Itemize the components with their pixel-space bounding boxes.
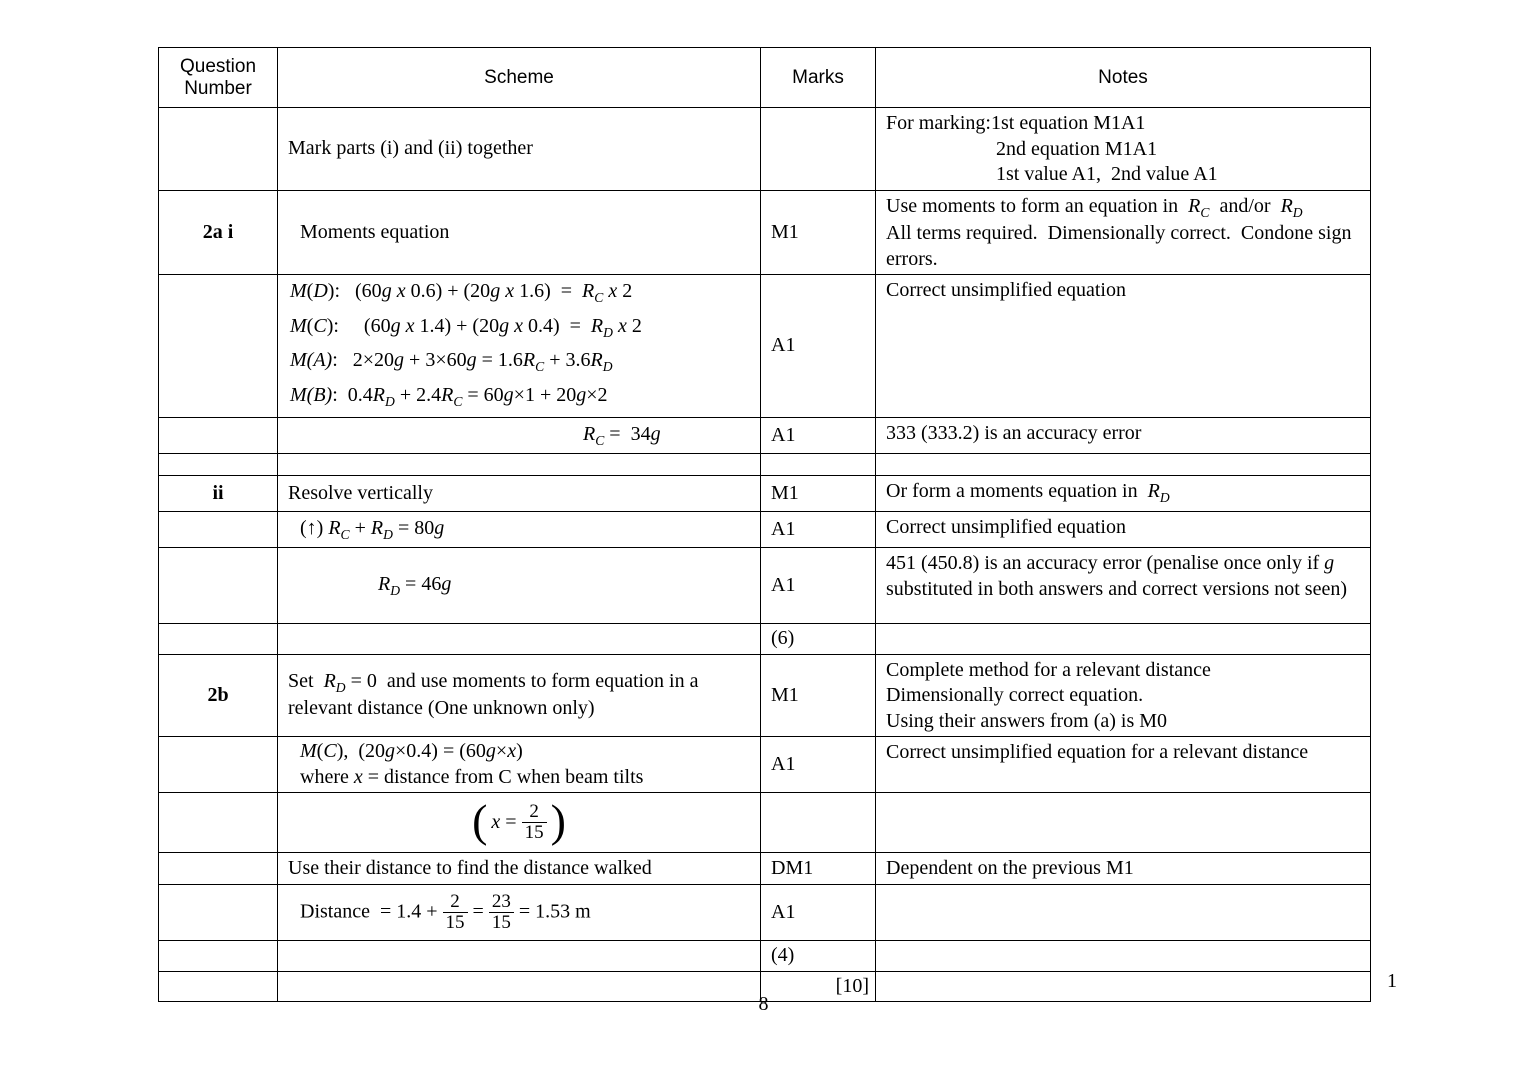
marks-cell: A1 <box>761 275 876 418</box>
question-number-cell <box>159 453 278 475</box>
table-row <box>159 475 1371 511</box>
column-header-marks: Marks <box>761 48 876 108</box>
notes-cell: Correct unsimplified equation <box>876 511 1371 547</box>
question-number-cell <box>159 623 278 654</box>
scheme-cell: $R_C = 34g$ <box>278 417 761 453</box>
table-row <box>159 190 1371 275</box>
scheme-cell: $R_D = 46g$ <box>278 547 761 623</box>
marks-cell: A1 <box>761 547 876 623</box>
notes-cell <box>876 793 1371 853</box>
scheme-cell <box>278 941 761 972</box>
table-row <box>159 853 1371 885</box>
question-number-cell <box>159 417 278 453</box>
table-row <box>159 108 1371 191</box>
question-number-cell <box>159 511 278 547</box>
question-number-cell <box>159 275 278 418</box>
notes-cell: 333 (333.2) is an accuracy error <box>876 417 1371 453</box>
scheme-cell: Distance = 1.4 + $\frac{2}{15}$ = $\frac{23}{15}$ = 1.53 m <box>278 885 761 941</box>
scheme-cell: Moments equation <box>278 190 761 275</box>
table-row <box>159 275 1371 418</box>
scheme-cell <box>278 453 761 475</box>
notes-cell: 451 (450.8) is an accuracy error (penalise once only if g substituted in both answers and correct versions not seen) <box>876 547 1371 623</box>
question-number-cell <box>159 885 278 941</box>
notes-cell <box>876 453 1371 475</box>
scheme-cell: Use their distance to find the distance walked <box>278 853 761 885</box>
marks-cell: A1 <box>761 511 876 547</box>
marks-cell: [10] <box>761 971 876 1002</box>
question-number-cell <box>159 853 278 885</box>
question-number-cell <box>159 547 278 623</box>
question-number-cell <box>159 793 278 853</box>
notes-cell: Dependent on the previous M1 <box>876 853 1371 885</box>
marks-cell: M1 <box>761 475 876 511</box>
table-row <box>159 547 1371 623</box>
scheme-cell: Mark parts (i) and (ii) together <box>278 108 761 191</box>
corner-page-number: 1 <box>1387 970 1397 992</box>
notes-cell: Correct unsimplified equation for a relevant distance <box>876 737 1371 793</box>
notes-cell: Or form a moments equation in $R_D$ <box>876 475 1371 511</box>
table-row <box>159 511 1371 547</box>
mark-scheme-table <box>158 47 1371 1002</box>
question-number-cell <box>159 737 278 793</box>
table-row <box>159 453 1371 475</box>
scheme-cell: ( x = $\frac{2}{15}$ ) <box>278 793 761 853</box>
table-body <box>159 108 1371 1002</box>
marks-cell: DM1 <box>761 853 876 885</box>
notes-cell: Use moments to form an equation in $R_C$ and/or $R_D$ All terms required. Dimensionally correct. Condone sign errors. <box>876 190 1371 275</box>
table-row <box>159 885 1371 941</box>
question-number-cell: ii <box>159 475 278 511</box>
question-number-cell <box>159 941 278 972</box>
table-row <box>159 417 1371 453</box>
marks-cell: M1 <box>761 654 876 737</box>
marks-cell: A1 <box>761 885 876 941</box>
table-row <box>159 654 1371 737</box>
table-row <box>159 793 1371 853</box>
marks-cell: A1 <box>761 737 876 793</box>
scheme-cell: Resolve vertically <box>278 475 761 511</box>
notes-cell: Complete method for a relevant distance Dimensionally correct equation. Using their answers from (a) is M0 <box>876 654 1371 737</box>
question-number-cell: 2a i <box>159 190 278 275</box>
notes-cell <box>876 623 1371 654</box>
marks-cell: (4) <box>761 941 876 972</box>
marks-cell: (6) <box>761 623 876 654</box>
marks-cell: A1 <box>761 417 876 453</box>
scheme-cell: (↑) $R_C + R_D = 80g$ <box>278 511 761 547</box>
notes-cell <box>876 885 1371 941</box>
marks-cell <box>761 108 876 191</box>
scheme-cell: Set $R_D = 0$ and use moments to form equation in a relevant distance (One unknown only) <box>278 654 761 737</box>
marks-cell: M1 <box>761 190 876 275</box>
marks-cell <box>761 793 876 853</box>
notes-cell: For marking:1st equation M1A1 2nd equation M1A1 1st value A1, 2nd value A1 <box>876 108 1371 191</box>
question-number-cell: 2b <box>159 654 278 737</box>
question-number-cell <box>159 108 278 191</box>
table-row <box>159 737 1371 793</box>
table-header-row <box>159 48 1371 108</box>
column-header-notes: Notes <box>876 48 1371 108</box>
column-header-question-number: Question Number <box>159 48 278 108</box>
scheme-cell: M(C), (20g×0.4) = (60g×x) where x = distance from C when beam tilts <box>278 737 761 793</box>
scheme-cell <box>278 623 761 654</box>
notes-cell <box>876 941 1371 972</box>
scheme-cell: M(D): (60g x 0.6) + (20g x $1.6) = R_C$ x 2 M(C): (60g x 1.4) + (20g x $0.4) = R_D$ x 2 M(A): $2\times 20g + 3\times 60g = 1.6R_C + 3.6R_D$ M(B): $0.4R_D + 2.4R_C = 60g\times 1 + 20g\times 2$ <box>278 275 761 418</box>
table-row <box>159 623 1371 654</box>
notes-cell: Correct unsimplified equation <box>876 275 1371 418</box>
table-row <box>159 941 1371 972</box>
page-number: 8 <box>758 993 769 1015</box>
column-header-scheme: Scheme <box>278 48 761 108</box>
marks-cell <box>761 453 876 475</box>
